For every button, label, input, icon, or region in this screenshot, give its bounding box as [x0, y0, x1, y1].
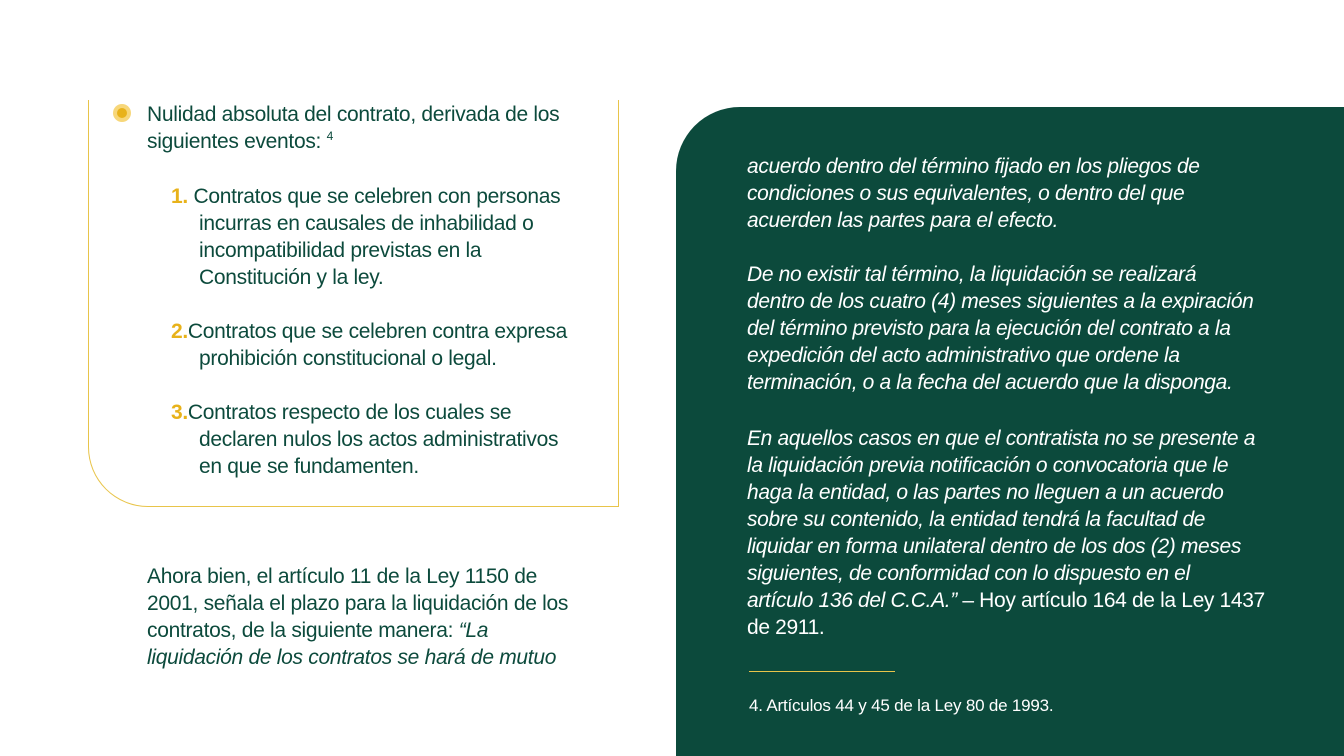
list-item-2: 2.Contratos que se celebren contra expresa prohibición constitucional o legal. — [171, 320, 567, 370]
item-number: 1. — [171, 185, 188, 208]
quote-paragraph-1: acuerdo dentro del término fijado en los pliegos de condiciones o sus equivalentes, o dentro del que acuerden las partes para el efecto. — [747, 155, 1200, 232]
list-item-1: 1. Contratos que se celebren con personas incurras en causales de inhabilidad o incompatibilidad previstas en la Constitución y la ley. — [171, 185, 561, 289]
footnote-divider — [749, 671, 895, 672]
item-number: 2. — [171, 320, 188, 343]
list-item-3: 3.Contratos respecto de los cuales se declaren nulos los actos administrativos en que se fundamenten. — [171, 401, 559, 478]
bullet-circle-icon — [113, 104, 131, 122]
footnote: 4. Artículos 44 y 45 de la Ley 80 de 1993. — [749, 696, 1054, 715]
bullet-heading: Nulidad absoluta del contrato, derivada de los siguientes eventos: $^4$ — [147, 103, 560, 153]
intro-paragraph: Ahora bien, el artículo 11 de la Ley 1150 de 2001, señala el plazo para la liquidación de los contratos, de la siguiente manera: “La liquidación de los contratos se hará de mutuo — [147, 565, 569, 669]
quote-paragraph-3: En aquellos casos en que el contratista no se presente a la liquidación previa notificación o convocatoria que le haga la entidad, o las partes no lleguen a un acuerdo sobre su contenido, la entidad tendrá la facultad de liquidar en forma unilateral dentro de los dos (2) meses siguientes, de conformidad con lo dispuesto en el artículo 136 del C.C.A.” – Hoy artículo 164 de la Ley 1437 de 2911. — [747, 427, 1265, 639]
quote-paragraph-2: De no existir tal término, la liquidación se realizará dentro de los cuatro (4) meses siguientes a la expiración del término previsto para la ejecución del contrato a la expedición del acto administrativo que ordene la terminación, o a la fecha del acuerdo que la disponga. — [747, 263, 1254, 394]
item-number: 3. — [171, 401, 188, 424]
footnote-ref: 4 — [326, 129, 334, 143]
